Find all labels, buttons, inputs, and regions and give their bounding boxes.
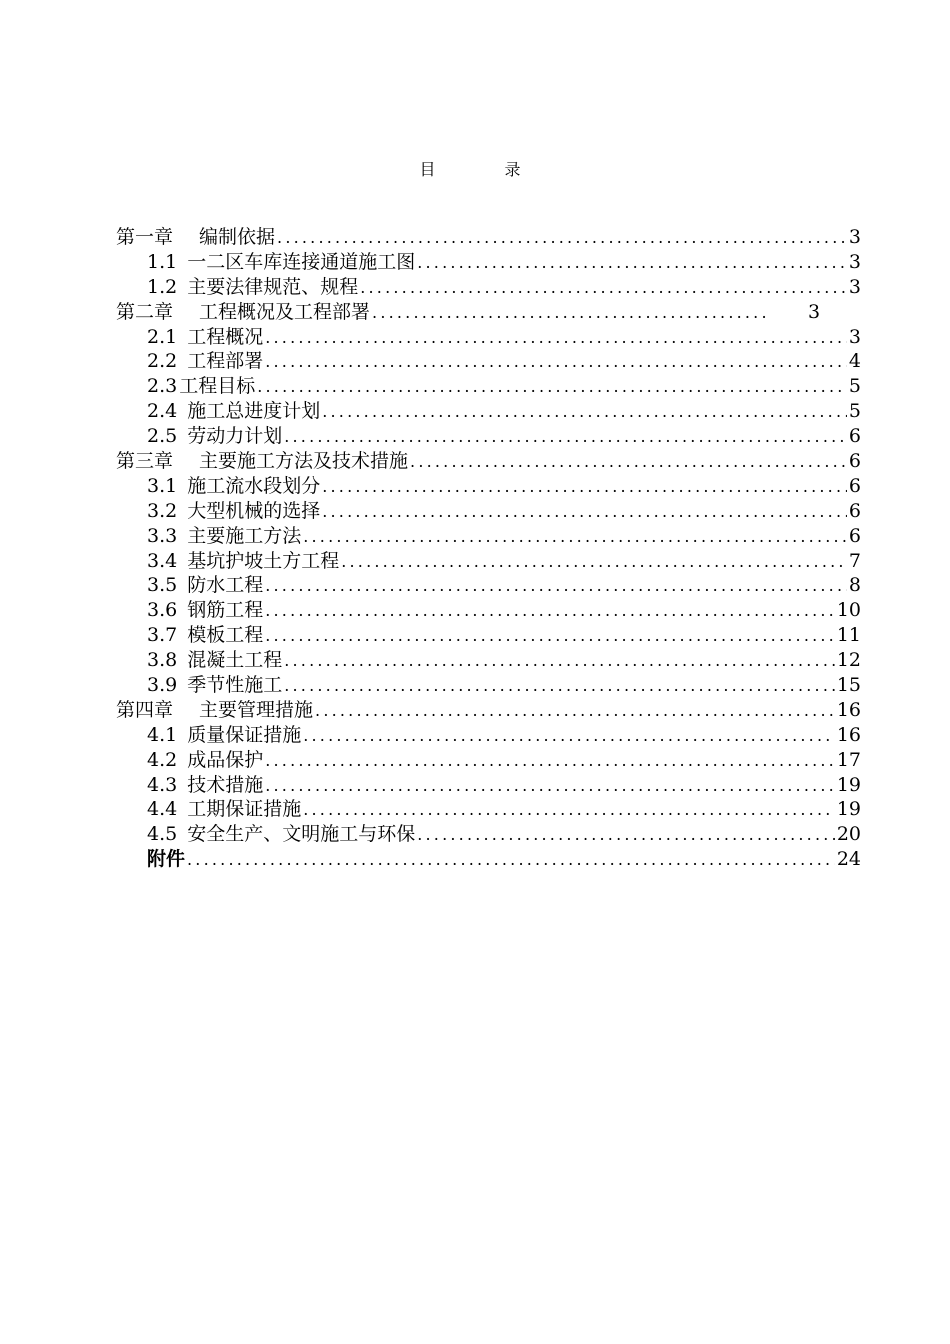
- toc-entry-chapter-2[interactable]: [116, 300, 861, 325]
- toc-entry-3-9[interactable]: [116, 673, 861, 698]
- toc-entry-page: 6: [848, 499, 861, 522]
- toc-dot-leader: [284, 674, 835, 698]
- toc-entry-page: 3: [808, 300, 821, 323]
- toc-entry-number: 1.2: [147, 275, 178, 298]
- toc-entry-1-2[interactable]: [116, 275, 861, 300]
- toc-entry-3-7[interactable]: [116, 623, 861, 648]
- toc-entry-3-2[interactable]: [116, 499, 861, 524]
- toc-entry-4-1[interactable]: [116, 723, 861, 748]
- toc-entry-text: 主要施工方法: [187, 524, 302, 547]
- toc-title: 目 录: [419, 160, 553, 179]
- toc-entry-page: 3: [848, 275, 861, 298]
- table-of-contents: [116, 225, 861, 872]
- toc-entry-number: 3.3: [147, 524, 178, 547]
- toc-entry-2-2[interactable]: [116, 349, 861, 374]
- toc-entry-appendix[interactable]: [116, 847, 861, 872]
- toc-dot-leader: [322, 475, 847, 499]
- toc-dot-leader: [277, 226, 847, 250]
- toc-entry-1-1[interactable]: [116, 250, 861, 275]
- toc-entry-number: 4.1: [147, 723, 178, 746]
- toc-entry-text: 钢筋工程: [187, 599, 264, 622]
- toc-entry-text: 季节性施工: [187, 674, 283, 697]
- toc-entry-page: 6: [848, 450, 861, 473]
- toc-entry-number: 2.5: [147, 425, 178, 448]
- toc-entry-page: 19: [836, 798, 861, 821]
- toc-entry-page: 24: [836, 848, 861, 871]
- toc-dot-leader: [265, 749, 835, 773]
- toc-dot-leader: [417, 823, 835, 847]
- toc-dot-leader: [284, 425, 847, 449]
- toc-entry-text: 基坑护坡土方工程: [187, 549, 340, 572]
- toc-entry-number: 2.4: [147, 400, 178, 423]
- toc-entry-3-4[interactable]: [116, 549, 861, 574]
- toc-entry-4-5[interactable]: [116, 822, 861, 847]
- toc-entry-number: 2.1: [147, 325, 178, 348]
- toc-entry-number: 第四章: [116, 698, 174, 721]
- toc-entry-3-3[interactable]: [116, 524, 861, 549]
- toc-entry-2-4[interactable]: [116, 399, 861, 424]
- toc-entry-text: 工程概况: [187, 325, 264, 348]
- toc-entry-number: 1.1: [147, 250, 178, 273]
- toc-entry-page: 3: [848, 250, 861, 273]
- toc-entry-2-5[interactable]: [116, 424, 861, 449]
- toc-entry-4-3[interactable]: [116, 773, 861, 798]
- toc-entry-text: 施工总进度计划: [187, 400, 321, 423]
- toc-dot-leader: [322, 400, 847, 424]
- toc-entry-number: 2.2: [147, 350, 178, 373]
- toc-entry-page: 16: [836, 723, 861, 746]
- toc-dot-leader: [341, 550, 847, 574]
- toc-entry-page: 5: [848, 400, 861, 423]
- toc-entry-number: 3.7: [147, 624, 178, 647]
- toc-dot-leader: [257, 375, 847, 399]
- toc-entry-page: 16: [836, 698, 861, 721]
- toc-entry-text: 附件: [147, 848, 186, 871]
- toc-dot-leader: [187, 848, 835, 872]
- toc-entry-number: 3.1: [147, 474, 178, 497]
- toc-entry-chapter-3[interactable]: [116, 449, 861, 474]
- toc-entry-number: 第一章: [116, 226, 174, 248]
- toc-dot-leader: [417, 251, 847, 275]
- toc-entry-text: 质量保证措施: [187, 723, 302, 746]
- toc-entry-text: 大型机械的选择: [187, 499, 321, 522]
- toc-entry-text: 工期保证措施: [187, 798, 302, 821]
- toc-entry-text: 混凝土工程: [187, 649, 283, 672]
- toc-entry-page: 4: [848, 350, 861, 373]
- toc-entry-text: 工程目标: [179, 375, 256, 398]
- toc-entry-text: 成品保护: [187, 748, 264, 771]
- toc-entry-3-1[interactable]: [116, 474, 861, 499]
- toc-entry-chapter-4[interactable]: [116, 698, 861, 723]
- toc-entry-page: 7: [848, 549, 861, 572]
- toc-entry-page: 3: [848, 226, 861, 248]
- toc-entry-number: 3.8: [147, 649, 178, 672]
- toc-entry-text: 工程部署: [187, 350, 264, 373]
- toc-entry-number: 3.4: [147, 549, 178, 572]
- toc-entry-2-1[interactable]: [116, 325, 861, 350]
- toc-dot-leader: [284, 649, 835, 673]
- toc-entry-page: 12: [836, 649, 861, 672]
- toc-entry-page: 8: [848, 574, 861, 597]
- toc-entry-text: 劳动力计划: [187, 425, 283, 448]
- toc-entry-page: 17: [836, 748, 861, 771]
- toc-entry-page: 11: [836, 624, 861, 647]
- toc-dot-leader: [322, 500, 847, 524]
- toc-dot-leader: [265, 350, 847, 374]
- toc-entry-number: 4.2: [147, 748, 178, 771]
- toc-entry-page: 6: [848, 524, 861, 547]
- toc-entry-page: 5: [848, 375, 861, 398]
- toc-dot-leader: [372, 301, 768, 325]
- toc-entry-number: 4.3: [147, 773, 178, 796]
- toc-dot-leader: [410, 450, 847, 474]
- toc-entry-text: 安全生产、文明施工与环保: [187, 823, 416, 846]
- toc-entry-text: 施工流水段划分: [187, 474, 321, 497]
- toc-entry-text: 模板工程: [187, 624, 264, 647]
- toc-entry-chapter-1[interactable]: [116, 225, 861, 250]
- toc-dot-leader: [265, 599, 835, 623]
- toc-entry-2-3[interactable]: [116, 374, 861, 399]
- toc-entry-number: 2.3: [147, 375, 178, 398]
- toc-entry-number: 3.2: [147, 499, 178, 522]
- toc-entry-text: 防水工程: [187, 574, 264, 597]
- toc-entry-number: 3.9: [147, 674, 178, 697]
- toc-dot-leader: [265, 574, 847, 598]
- toc-entry-3-8[interactable]: [116, 648, 861, 673]
- toc-dot-leader: [265, 624, 835, 648]
- toc-entry-text: 一二区车库连接通道施工图: [187, 250, 416, 273]
- toc-entry-text: 工程概况及工程部署: [199, 300, 371, 323]
- toc-entry-page: 19: [836, 773, 861, 796]
- toc-dot-leader: [303, 724, 835, 748]
- toc-dot-leader: [303, 798, 835, 822]
- toc-entry-page: 15: [836, 674, 861, 697]
- toc-entry-page: 3: [848, 325, 861, 348]
- toc-entry-page: 20: [836, 823, 861, 846]
- toc-entry-page: 6: [848, 425, 861, 448]
- toc-entry-number: 4.5: [147, 823, 178, 846]
- toc-entry-4-2[interactable]: [116, 748, 861, 773]
- toc-entry-text: 主要法律规范、规程: [187, 275, 359, 298]
- toc-dot-leader: [265, 774, 835, 798]
- toc-entry-text: 主要施工方法及技术措施: [199, 450, 409, 473]
- toc-entry-4-4[interactable]: [116, 797, 861, 822]
- toc-entry-number: 4.4: [147, 798, 178, 821]
- toc-dot-leader: [303, 525, 847, 549]
- toc-entry-text: 编制依据: [199, 226, 276, 248]
- toc-entry-number: 第三章: [116, 450, 174, 473]
- toc-dot-leader: [360, 276, 847, 300]
- toc-entry-number: 3.6: [147, 599, 178, 622]
- toc-entry-3-5[interactable]: [116, 573, 861, 598]
- toc-entry-page: 10: [836, 599, 861, 622]
- toc-entry-number: 第二章: [116, 300, 174, 323]
- toc-entry-text: 主要管理措施: [199, 698, 314, 721]
- toc-entry-text: 技术措施: [187, 773, 264, 796]
- toc-dot-leader: [315, 699, 835, 723]
- toc-entry-page: 6: [848, 474, 861, 497]
- toc-entry-number: 3.5: [147, 574, 178, 597]
- toc-entry-3-6[interactable]: [116, 598, 861, 623]
- toc-dot-leader: [265, 326, 847, 350]
